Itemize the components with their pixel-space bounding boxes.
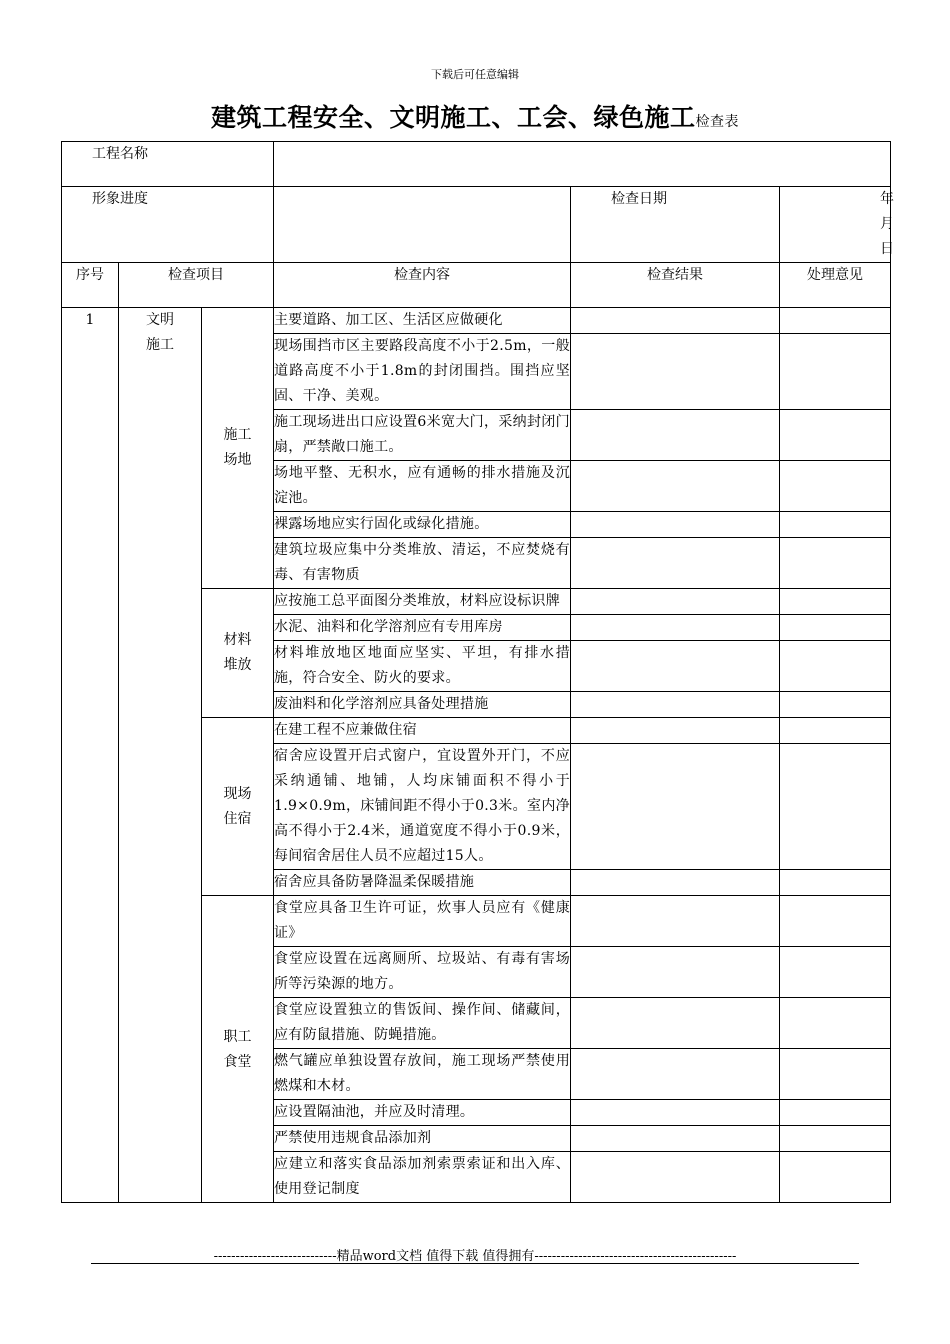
- group-line: 场地: [223, 452, 252, 468]
- check-content: 食堂应具备卫生许可证，炊事人员应有《健康证》: [274, 896, 571, 947]
- handling-opinion-cell[interactable]: [780, 744, 891, 870]
- sub-item-group: [202, 308, 274, 589]
- check-result-cell[interactable]: [571, 947, 780, 998]
- project-name-label: 工程名称: [62, 142, 274, 187]
- sub-item-group: [202, 718, 274, 896]
- check-result-cell[interactable]: [571, 744, 780, 870]
- col-opinion: 处理意见: [780, 263, 891, 308]
- progress-field[interactable]: [274, 187, 571, 263]
- handling-opinion-cell[interactable]: [780, 512, 891, 538]
- handling-opinion-cell[interactable]: [780, 998, 891, 1049]
- check-result-cell[interactable]: [571, 1049, 780, 1100]
- group-line: 施工: [223, 427, 252, 443]
- check-content: 建筑垃圾应集中分类堆放、清运，不应焚烧有毒、有害物质: [274, 538, 571, 589]
- check-result-cell[interactable]: [571, 589, 780, 615]
- handling-opinion-cell[interactable]: [780, 615, 891, 641]
- column-header-row: [62, 263, 891, 308]
- handling-opinion-cell[interactable]: [780, 1100, 891, 1126]
- check-content: 场地平整、无积水，应有通畅的排水措施及沉淀池。: [274, 461, 571, 512]
- col-item: 检查项目: [119, 263, 274, 308]
- handling-opinion-cell[interactable]: [780, 410, 891, 461]
- check-content: 应按施工总平面图分类堆放，材料应设标识牌: [274, 589, 571, 615]
- title-main: 建筑工程安全、文明施工、工会、绿色施工: [210, 103, 696, 132]
- check-content: 现场围挡市区主要路段高度不小于2.5m，一般道路高度不小于1.8m的封闭围挡。围挡应坚固、干净、美观。: [274, 334, 571, 410]
- check-result-cell[interactable]: [571, 870, 780, 896]
- footer-text: ----------------------------精品word文档 值得下载 值得拥有----------------------------------------------: [213, 1249, 737, 1264]
- check-result-cell[interactable]: [571, 718, 780, 744]
- handling-opinion-cell[interactable]: [780, 1126, 891, 1152]
- handling-opinion-cell[interactable]: [780, 1152, 891, 1203]
- col-content: 检查内容: [274, 263, 571, 308]
- check-result-cell[interactable]: [571, 538, 780, 589]
- check-result-cell[interactable]: [571, 641, 780, 692]
- section-number: 1: [62, 308, 119, 1203]
- check-result-cell[interactable]: [571, 1100, 780, 1126]
- table-body: [62, 308, 891, 1203]
- sub-item-group: [202, 589, 274, 718]
- col-result: 检查结果: [571, 263, 780, 308]
- check-result-cell[interactable]: [571, 998, 780, 1049]
- header-note: 下载后可任意编辑: [431, 68, 519, 81]
- check-content: 施工现场进出口应设置6米宽大门，采纳封闭门扇，严禁敞口施工。: [274, 410, 571, 461]
- handling-opinion-cell[interactable]: [780, 461, 891, 512]
- handling-opinion-cell[interactable]: [780, 538, 891, 589]
- check-content: 燃气罐应单独设置存放间，施工现场严禁使用燃煤和木材。: [274, 1049, 571, 1100]
- inspection-table: [61, 141, 894, 1203]
- check-result-cell[interactable]: [571, 615, 780, 641]
- check-result-cell[interactable]: [571, 461, 780, 512]
- check-result-cell[interactable]: [571, 334, 780, 410]
- handling-opinion-cell[interactable]: [780, 308, 891, 334]
- footer-line: [91, 1263, 859, 1264]
- check-content: 应建立和落实食品添加剂索票索证和出入库、使用登记制度: [274, 1152, 571, 1203]
- col-no: 序号: [62, 263, 119, 308]
- check-result-cell[interactable]: [571, 1126, 780, 1152]
- check-content: 应设置隔油池，并应及时清理。: [274, 1100, 571, 1126]
- check-content: 食堂应设置在远离厕所、垃圾站、有毒有害场所等污染源的地方。: [274, 947, 571, 998]
- table-row: [62, 308, 891, 334]
- group-line: 堆放: [223, 657, 252, 673]
- check-result-cell[interactable]: [571, 1152, 780, 1203]
- group-line: 职工: [223, 1028, 252, 1045]
- check-result-cell[interactable]: [571, 896, 780, 947]
- project-name-field[interactable]: [274, 142, 891, 187]
- handling-opinion-cell[interactable]: [780, 718, 891, 744]
- check-content: 宿舍应设置开启式窗户，宜设置外开门，不应采纳通铺、地铺，人均床铺面积不得小于1.9×0.9m，床铺间距不得小于0.3米。室内净高不得小于2.4米，通道宽度不得小于0.9米，每间宿舍居住人员不应超过15人。: [274, 744, 571, 870]
- progress-label: 形象进度: [62, 187, 274, 263]
- group-line: 现场: [223, 785, 252, 802]
- check-content: 宿舍应具备防暑降温柔保暖措施: [274, 870, 571, 896]
- handling-opinion-cell[interactable]: [780, 334, 891, 410]
- check-content: 裸露场地应实行固化或绿化措施。: [274, 512, 571, 538]
- check-content: 主要道路、加工区、生活区应做硬化: [274, 308, 571, 334]
- handling-opinion-cell[interactable]: [780, 692, 891, 718]
- check-content: 严禁使用违规食品添加剂: [274, 1126, 571, 1152]
- project-name-row: [62, 142, 891, 187]
- group-line: 材料: [223, 632, 252, 648]
- group-line: 食堂: [223, 1053, 252, 1070]
- page-title: [0, 98, 950, 134]
- group-line: 住宿: [223, 810, 252, 827]
- title-suffix: 检查表: [695, 114, 739, 130]
- category-line: 施工: [146, 337, 174, 353]
- check-content: 水泥、油料和化学溶剂应有专用库房: [274, 615, 571, 641]
- handling-opinion-cell[interactable]: [780, 1049, 891, 1100]
- section-category: [119, 308, 202, 1203]
- handling-opinion-cell[interactable]: [780, 870, 891, 896]
- check-result-cell[interactable]: [571, 692, 780, 718]
- check-result-cell[interactable]: [571, 410, 780, 461]
- category-line: 文明: [146, 312, 174, 328]
- check-result-cell[interactable]: [571, 512, 780, 538]
- progress-row: [62, 187, 891, 263]
- sub-item-group: [202, 896, 274, 1203]
- check-date-field[interactable]: 年 月 日: [780, 187, 891, 263]
- handling-opinion-cell[interactable]: [780, 896, 891, 947]
- check-date-label: 检查日期: [571, 187, 780, 263]
- handling-opinion-cell[interactable]: [780, 641, 891, 692]
- check-content: 废油料和化学溶剂应具备处理措施: [274, 692, 571, 718]
- handling-opinion-cell[interactable]: [780, 947, 891, 998]
- handling-opinion-cell[interactable]: [780, 589, 891, 615]
- check-content: 材料堆放地区地面应坚实、平坦，有排水措施，符合安全、防火的要求。: [274, 641, 571, 692]
- check-content: 食堂应设置独立的售饭间、操作间、储藏间，应有防鼠措施、防蝇措施。: [274, 998, 571, 1049]
- check-result-cell[interactable]: [571, 308, 780, 334]
- check-content: 在建工程不应兼做住宿: [274, 718, 571, 744]
